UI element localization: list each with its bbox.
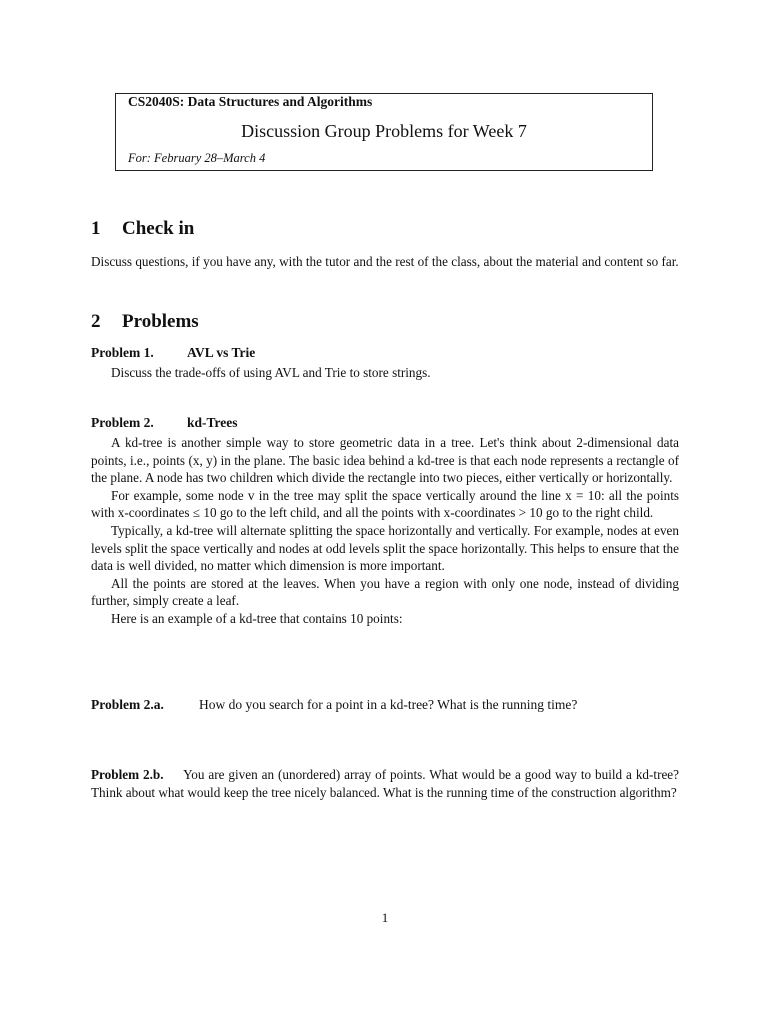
problem-2b-body xyxy=(91,766,679,801)
problem-2-heading xyxy=(91,415,238,431)
problem-2b-text: You are given an (unordered) array of points. What would be a good way to build a kd-tree? Think about what would keep the tree nicely balanced. What is the running time of the construction algorithm? xyxy=(91,767,680,800)
problem-label: Problem 2. xyxy=(91,415,154,430)
problem-2-body xyxy=(91,434,679,628)
problem-2-paragraph-5: Here is an example of a kd-tree that contains 10 points: xyxy=(111,610,403,626)
section-heading-check-in xyxy=(91,218,194,240)
problem-title: AVL vs Trie xyxy=(187,345,256,360)
problem-2a-heading xyxy=(91,697,577,713)
section-number: 2 xyxy=(91,311,101,332)
problem-2-paragraph-4: All the points are stored at the leaves. When you have a region with only one node, instead of dividing further, simply create a leaf. xyxy=(91,575,679,609)
problem-1-text: Discuss the trade-offs of using AVL and Trie to store strings. xyxy=(111,365,431,380)
check-in-text: Discuss questions, if you have any, with the tutor and the rest of the class, about the material and content so far. xyxy=(91,254,679,269)
problem-1-heading xyxy=(91,345,255,361)
problem-2a-text: How do you search for a point in a kd-tree? What is the running time? xyxy=(199,697,578,712)
section-title: Problems xyxy=(122,311,199,332)
section-title: Check in xyxy=(122,218,195,239)
document-title: Discussion Group Problems for Week 7 xyxy=(241,121,527,141)
section-heading-problems xyxy=(91,311,199,333)
problem-2-paragraph-1: A kd-tree is another simple way to store geometric data in a tree. Let's think about 2-dimensional data points, i.e., points (x, y) in the plane. The basic idea behind a kd-tree is that each node represents a rectangle of the plane. A node has two children which divide the rectangle into two pieces, either vertically or horizontally. xyxy=(91,435,679,486)
problem-label: Problem 2.a. xyxy=(91,697,164,712)
header-box xyxy=(115,93,653,171)
date-range: For: February 28–March 4 xyxy=(128,151,266,165)
section-number: 1 xyxy=(91,218,101,239)
document-page xyxy=(91,0,679,1024)
problem-1-body xyxy=(91,364,679,382)
problem-2-paragraph-3: Typically, a kd-tree will alternate splitting the space horizontally and vertically. For example, nodes at even levels split the space vertically and nodes at odd levels split the space horizontally. This helps to ensure that the data is well divided, no matter which dimension is more important. xyxy=(91,522,679,574)
check-in-paragraph xyxy=(91,253,679,271)
problem-title: kd-Trees xyxy=(187,415,238,430)
problem-2-paragraph-2: For example, some node v in the tree may split the space vertically around the line x = 10: all the points with x-coordinates ≤ 10 go to the left child, and all the points with x-coordinates > 10 go to the right child. xyxy=(91,487,679,521)
course-name: CS2040S: Data Structures and Algorithms xyxy=(128,94,373,109)
page-number: 1 xyxy=(381,910,389,925)
problem-label: Problem 2.b. xyxy=(91,767,164,782)
problem-label: Problem 1. xyxy=(91,345,154,360)
